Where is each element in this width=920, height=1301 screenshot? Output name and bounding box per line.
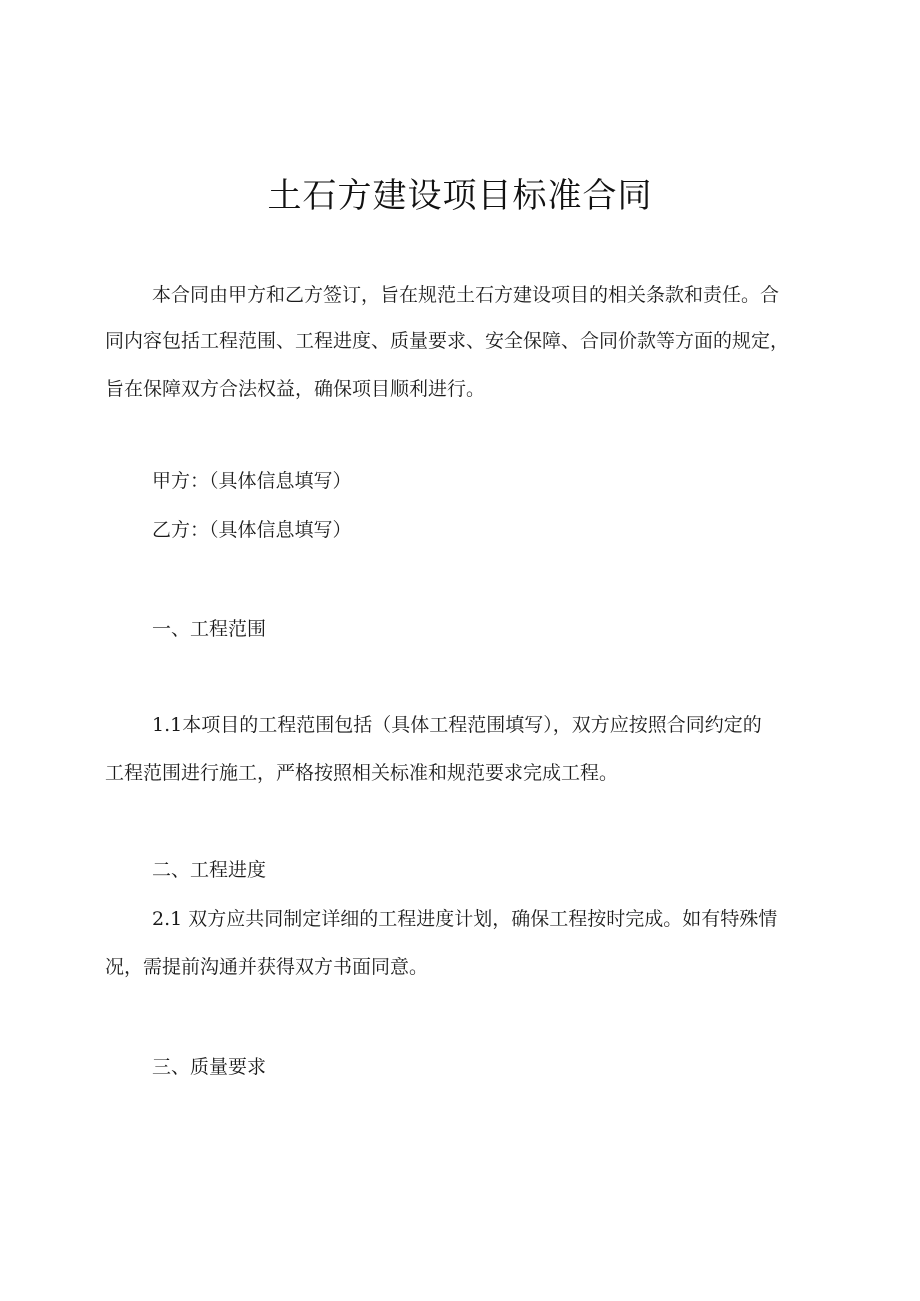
intro-line-1: 本合同由甲方和乙方签订，旨在规范土石方建设项目的相关条款和责任。合: [152, 284, 780, 306]
section-2-line-1: 2.1 双方应共同制定详细的工程进度计划，确保工程按时完成。如有特殊情: [152, 908, 778, 930]
intro-line-2: 同内容包括工程范围、工程进度、质量要求、安全保障、合同价款等方面的规定，: [105, 330, 790, 352]
party-b-line: 乙方：（具体信息填写）: [152, 519, 352, 541]
section-1-line-2: 工程范围进行施工，严格按照相关标准和规范要求完成工程。: [105, 762, 619, 784]
section-1-line-1: 1.1本项目的工程范围包括（具体工程范围填写），双方应按照合同约定的: [152, 714, 762, 736]
section-heading-1: 一、工程范围: [152, 618, 267, 640]
section-heading-2: 二、工程进度: [152, 859, 267, 881]
section-heading-3: 三、质量要求: [152, 1056, 267, 1078]
intro-line-3: 旨在保障双方合法权益，确保项目顺利进行。: [105, 378, 486, 400]
document-title: 土石方建设项目标准合同: [267, 176, 653, 216]
party-a-line: 甲方：（具体信息填写）: [152, 470, 352, 492]
section-2-line-2: 况，需提前沟通并获得双方书面同意。: [105, 956, 429, 978]
